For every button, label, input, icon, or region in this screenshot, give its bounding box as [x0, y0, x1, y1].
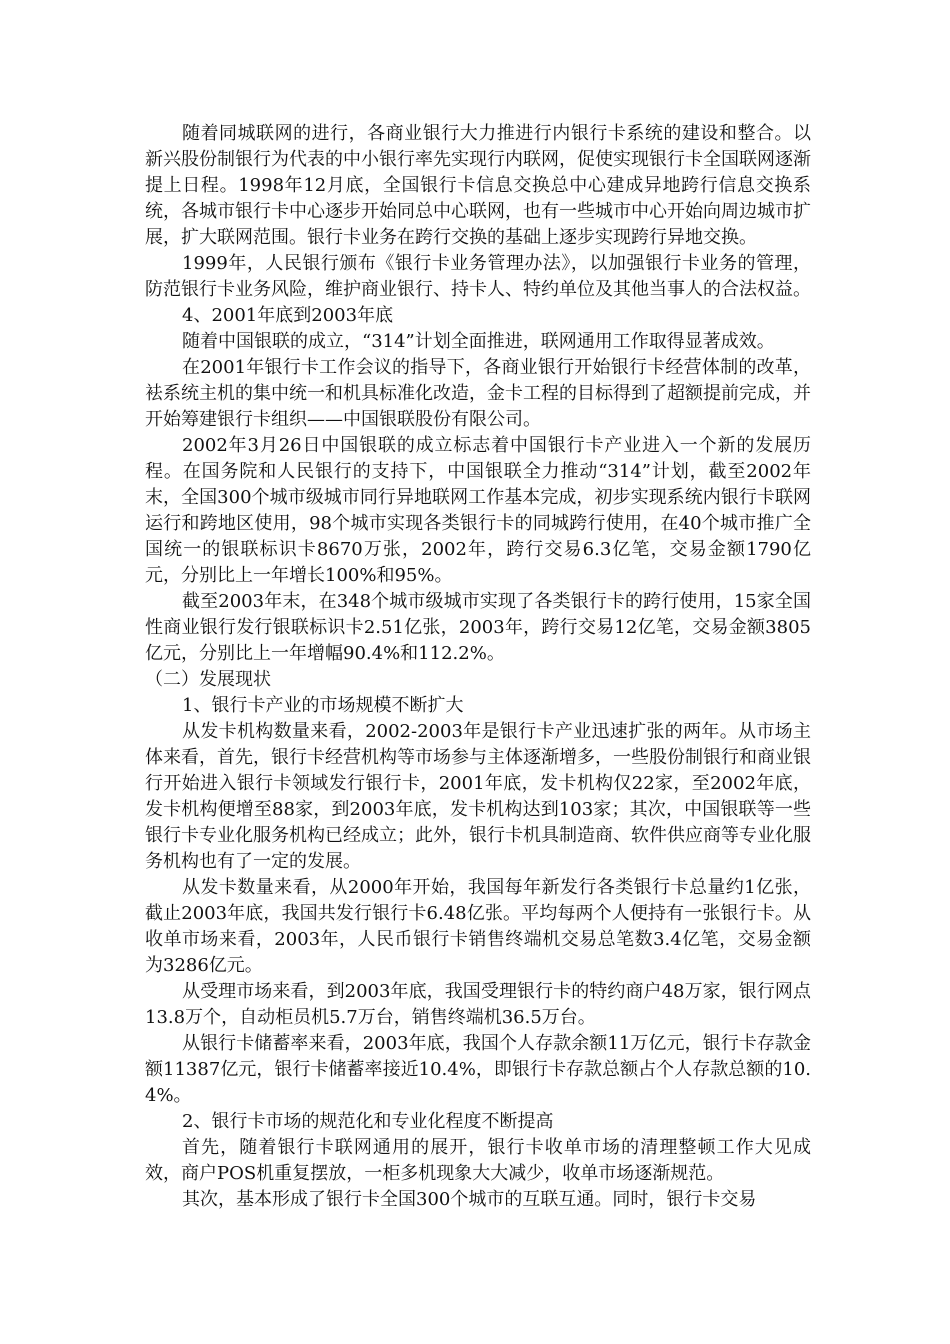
paragraph-4: 在2001年银行卡工作会议的指导下，各商业银行开始银行卡经营体制的改革，袪系统主机的集中统一和机具标准化改造，金卡工程的目标得到了超额提前完成，并开始筹建银行卡组织——中国银联股份有限公司。 — [145, 357, 811, 430]
paragraph-9: 从受理市场来看，到2003年底，我国受理银行卡的特约商户48万家，银行网点13.8万个，自动柜员机5.7万台，销售终端机36.5万台。 — [145, 981, 811, 1028]
paragraph-7: 从发卡机构数量来看，2002-2003年是银行卡产业迅速扩张的两年。从市场主体来看，首先，银行卡经营机构等市场参与主体逐渐增多，一些股份制银行和商业银行开始进入银行卡领域发行银行卡，2001年底，发卡机构仅22家，至2002年底，发卡机构便增至88家，到2003年底，发卡机构达到103家；其次，中国银联等一些银行卡专业化服务机构已经成立；此外，银行卡机具制造商、软件供应商等专业化服务机构也有了一定的发展。 — [145, 721, 811, 872]
subheading-2001-2003: 4、2001年底到2003年底 — [182, 305, 394, 326]
paragraph-3: 随着中国银联的成立，“314”计划全面推进，联网通用工作取得显著成效。 — [182, 331, 775, 352]
paragraph-1: 随着同城联网的进行，各商业银行大力推进行内银行卡系统的建设和整合。以新兴股份制银行为代表的中小银行率先实现行内联网，促使实现银行卡全国联网逐渐提上日程。1998年12月底，全国银行卡信息交换总中心建成异地跨行信息交换系统，各城市银行卡中心逐步开始同总中心联网，也有一些城市中心开始向周边城市扩展，扩大联网范围。银行卡业务在跨行交换的基础上逐步实现跨行异地交换。 — [145, 123, 811, 248]
body-text — [145, 121, 811, 1213]
paragraph-5: 2002年3月26日中国银联的成立标志着中国银行卡产业进入一个新的发展历程。在国务院和人民银行的支持下，中国银联全力推动“314”计划，截至2002年末，全国300个城市级城市同行异地联网工作基本完成，初步实现系统内银行卡联网运行和跨地区使用，98个城市实现各类银行卡的同城跨行使用，在40个城市推广全国统一的银联标识卡8670万张，2002年，跨行交易6.3亿笔，交易金额1790亿元，分别比上一年增长100%和95%。 — [145, 435, 811, 586]
paragraph-8: 从发卡数量来看，从2000年开始，我国每年新发行各类银行卡总量约1亿张，截止2003年底，我国共发行银行卡6.48亿张。平均每两个人便持有一张银行卡。从收单市场来看，2003年，人民币银行卡销售终端机交易总笔数3.4亿笔，交易金额为3286亿元。 — [145, 877, 811, 976]
paragraph-6: 截至2003年末，在348个城市级城市实现了各类银行卡的跨行使用，15家全国性商业银行发行银联标识卡2.51亿张，2003年，跨行交易12亿笔，交易金额3805亿元，分别比上一年增幅90.4%和112.2%。 — [145, 591, 811, 664]
section-heading-status: （二）发展现状 — [145, 669, 271, 690]
paragraph-11: 首先，随着银行卡联网通用的展开，银行卡收单市场的清理整顿工作大见成效，商户POS机重复摆放，一柜多机现象大大减少，收单市场逐渐规范。 — [145, 1137, 811, 1184]
paragraph-10: 从银行卡储蓄率来看，2003年底，我国个人存款余额11万亿元，银行卡存款金额11387亿元，银行卡储蓄率接近10.4%，即银行卡存款总额占个人存款总额的10.4%。 — [145, 1033, 811, 1106]
subheading-market-scale: 1、银行卡产业的市场规模不断扩大 — [182, 695, 464, 716]
subheading-standardization: 2、银行卡市场的规范化和专业化程度不断提高 — [182, 1111, 554, 1132]
paragraph-12: 其次，基本形成了银行卡全国300个城市的互联互通。同时，银行卡交易 — [182, 1189, 757, 1210]
paragraph-2: 1999年，人民银行颁布《银行卡业务管理办法》，以加强银行卡业务的管理，防范银行卡业务风险，维护商业银行、持卡人、特约单位及其他当事人的合法权益。 — [145, 253, 811, 300]
